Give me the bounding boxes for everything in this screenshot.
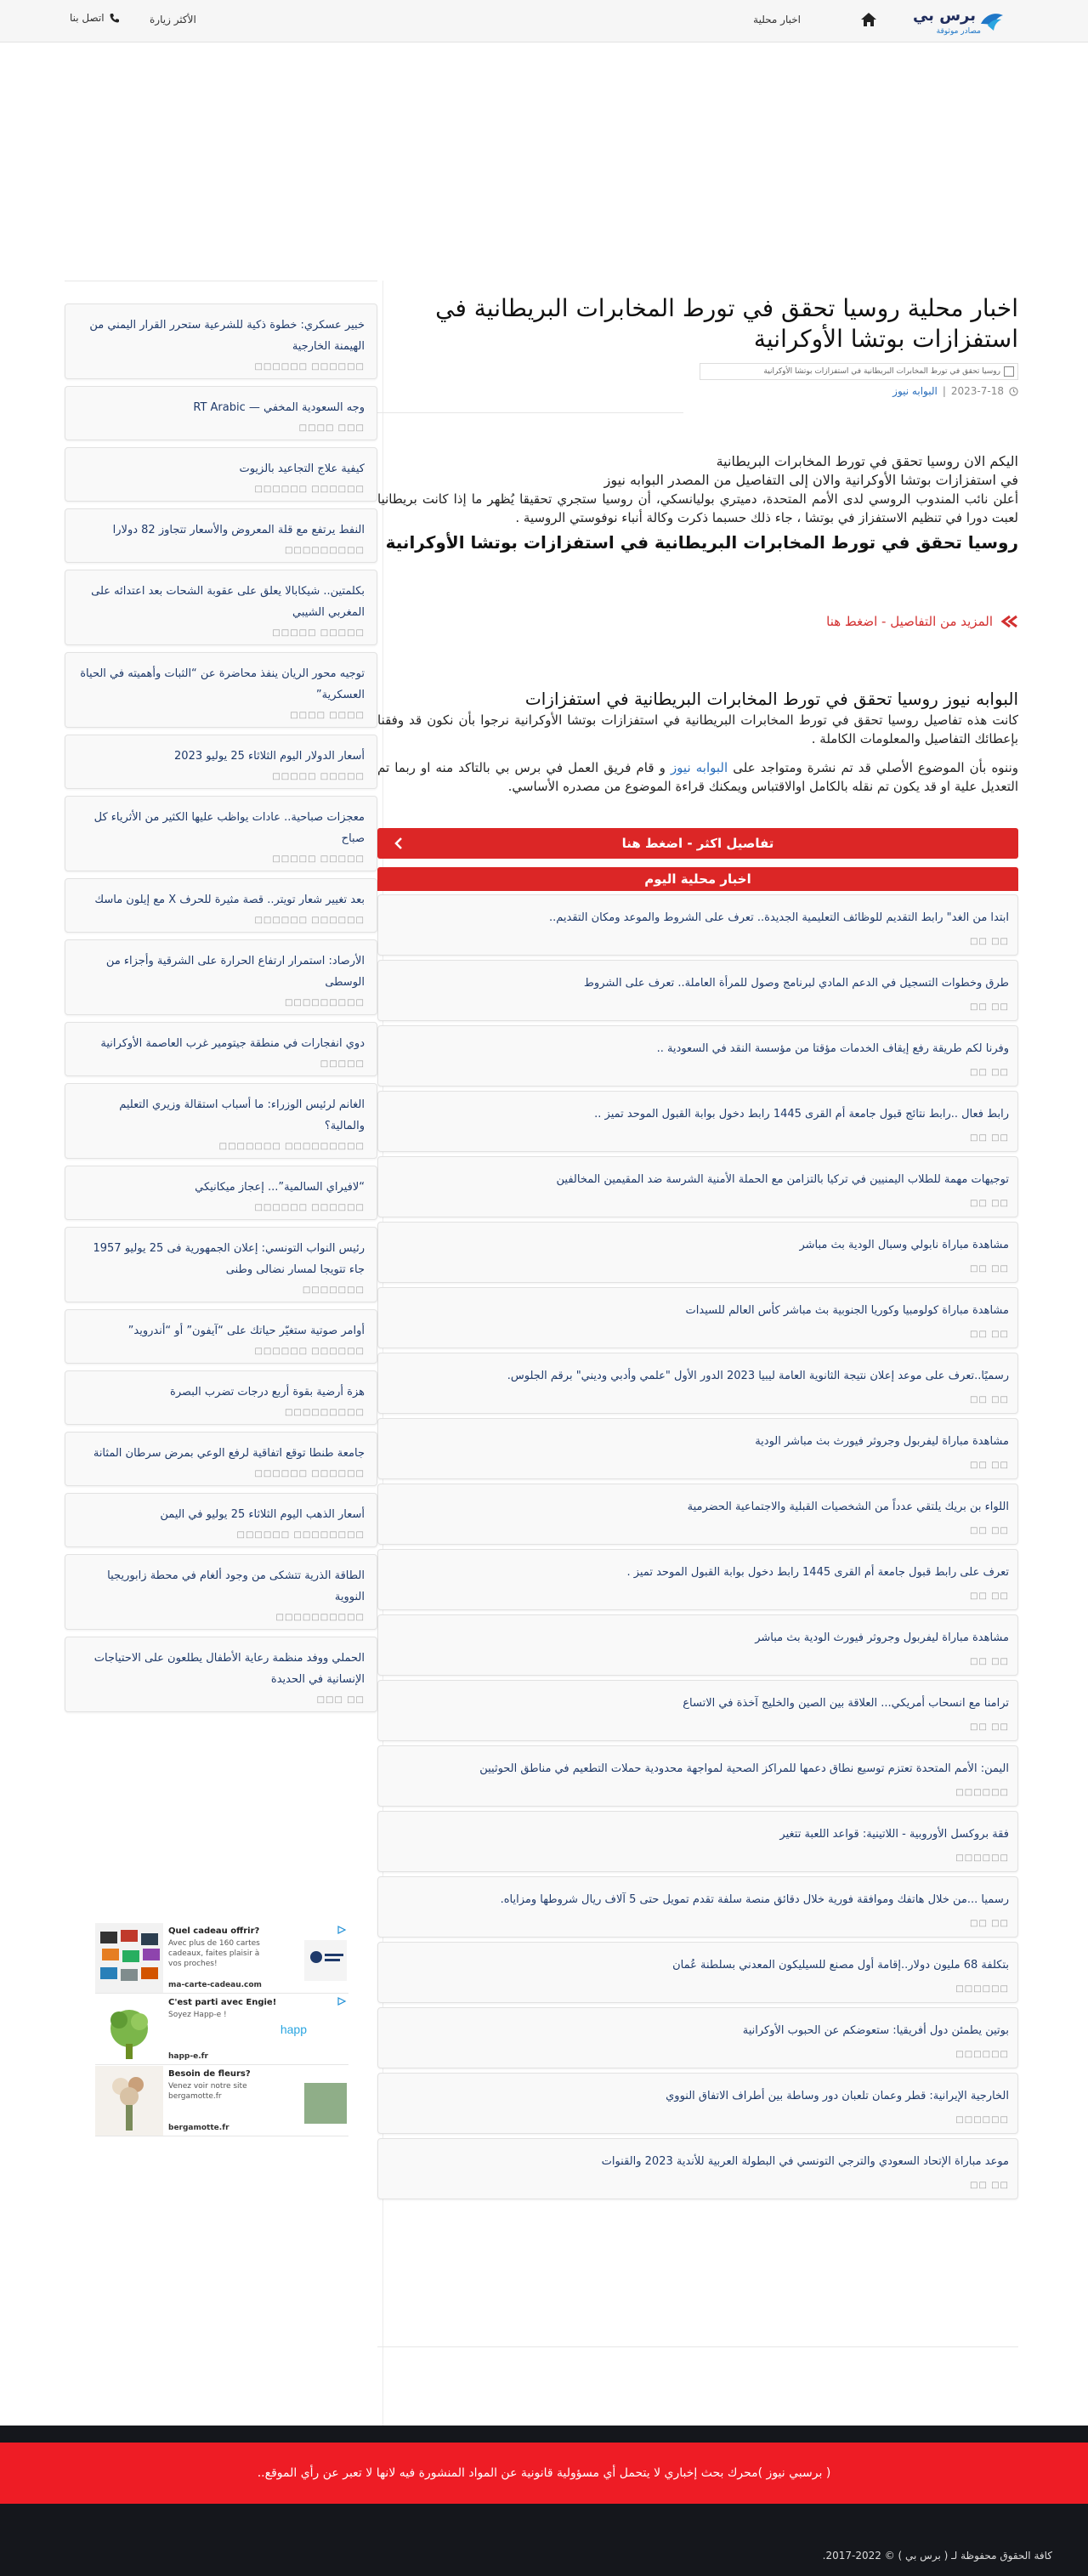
sidebar-news-date: □□□□□□ □□□□□□ — [254, 1469, 365, 1478]
news-title[interactable]: تعرف على رابط قبول جامعة أم القرى 1445 رابط دخول بوابة القبول الموحد تميز . — [626, 1566, 1009, 1579]
sidebar-news-title[interactable]: توجيه محور الريان ينفذ محاضرة عن “الثبات وأهميته في الحياة العسكرية” — [80, 667, 365, 701]
sidebar-news-item[interactable] — [65, 652, 377, 728]
brand-name: برس بي — [912, 7, 976, 25]
copyright: كافة الحقوق محفوظة لـ ( برس بي ) © 2022-2017. — [822, 2550, 1052, 2562]
news-date: □□ □□ — [970, 1002, 1009, 1012]
ad-card[interactable] — [95, 1994, 348, 2065]
today-news-item[interactable] — [377, 2073, 1018, 2134]
nav-most-visited[interactable]: الأكثر زيارة — [150, 14, 196, 26]
nav-contact[interactable] — [70, 12, 120, 24]
more-details-link[interactable] — [377, 614, 1018, 629]
article-body-1: أعلن نائب المندوب الروسي لدى الأمم المتحدة، دميتري بوليانسكي، أن روسيا ستجري تحقيقا يُظهر ما إذا كانت بريطانيا لعبت دورا في تنظيم الاستفزاز في بوتشا ، جاء ذلك حسبما ذكرت وكالة أنباء نوفوستي الروسية . — [377, 491, 1018, 525]
sidebar-news-date: □□□□□□□□□ — [284, 1408, 365, 1417]
today-news-item[interactable] — [377, 894, 1018, 956]
sidebar-news-date: □□□□□□ □□□□□□ — [254, 1347, 365, 1356]
news-date: □□ □□ — [970, 1592, 1009, 1601]
news-title[interactable]: الخارجية الإيرانية: قطر وعمان تلعبان دور وساطة بين أطراف الاتفاق النووي — [666, 2090, 1009, 2102]
sidebar-news-date: □□□□□□ □□□□□□ — [254, 485, 365, 494]
sidebar-news-title[interactable]: وجه السعودية المخفي — RT Arabic — [193, 401, 365, 414]
ad-logo — [304, 2083, 347, 2124]
ad-domain: bergamotte.fr — [168, 2124, 230, 2132]
article-source-link[interactable]: البوابه نيوز — [892, 385, 938, 397]
sidebar-news-item[interactable] — [65, 939, 377, 1015]
ad-logo — [304, 1940, 347, 1981]
ad-plant-image — [95, 1994, 163, 2064]
top-navbar — [0, 0, 1088, 43]
sidebar-news-item[interactable] — [65, 1227, 377, 1302]
article-headline: اخبار محلية روسيا تحقق في تورط المخابرات البريطانية في استفزازات بوتشا الأوكرانية — [435, 294, 1018, 353]
contact-label: اتصل بنا — [70, 12, 105, 24]
sidebar-news-date: □□□□□□ □□□□□□ — [254, 362, 365, 372]
ad-desc: Soyez Happ-e ! — [168, 2011, 227, 2019]
home-icon[interactable] — [860, 11, 877, 28]
news-title[interactable]: ابتدا من الغد" رابط التقديم للوظائف التعليمية الجديدة.. تعرف على الشروط والموعد ومكان التقديم.. — [549, 911, 1009, 924]
broken-image-icon — [1004, 366, 1014, 377]
news-date: □□ □□ — [970, 1264, 1009, 1274]
article-meta: 2023-7-18 | البوابه نيوز — [377, 385, 1018, 397]
ad-card[interactable] — [95, 2066, 348, 2136]
news-date: □□ □□ — [970, 1395, 1009, 1404]
today-news-item[interactable] — [377, 1091, 1018, 1152]
ad-flowers-image — [95, 2066, 163, 2136]
today-news-item[interactable] — [377, 1680, 1018, 1741]
ad-info-icon[interactable] — [337, 1996, 347, 2006]
sidebar-news-date: □□□□□□□ — [302, 1285, 365, 1295]
sidebar-news-title[interactable]: خبير عسكري: خطوة ذكية للشرعية ستحرر القرار اليمني من الهيمنة الخارجية — [89, 319, 365, 353]
today-news-header: اخبار محلية اليوم — [377, 867, 1018, 891]
sidebar-news-date: □□□□ □□□□ — [290, 711, 365, 720]
today-news-item[interactable] — [377, 1222, 1018, 1283]
sidebar-news-title[interactable]: بكلمتين.. شيكابالا يعلق على عقوبة الشحات بعد اعتدائه على المغربي الشيبي — [91, 585, 365, 619]
news-date: □□ □□ — [970, 2181, 1009, 2190]
sidebar-news-title[interactable]: النفط يرتفع مع قلة المعروض والأسعار تتجاوز 82 دولارا — [112, 524, 365, 536]
news-title[interactable]: بوتين يطمئن دول أفريقيا: ستعوضكم عن الحبوب الأوكرانية — [742, 2024, 1009, 2037]
sidebar-news-item[interactable] — [65, 447, 377, 502]
sidebar-news-date: □□□□□□□□□ □□□□□□□ — [218, 1142, 365, 1151]
ad-logo — [280, 2011, 347, 2052]
article-lead — [377, 452, 1018, 490]
sidebar-news-title[interactable]: أسعار الذهب اليوم الثلاثاء 25 يوليو في اليمن — [160, 1508, 365, 1521]
news-date: □□□□□□ — [955, 1788, 1009, 1797]
details-button[interactable] — [377, 828, 1018, 859]
article-body-3: وننوه بأن الموضوع الأصلي قد تم نشرة ومتواجد على البوابه نيوز و قام فريق العمل في برس بي بالتاكد منه او ربما تم التعديل علية او قد يكون تم نقله بالكامل اوالاقتباس ويمكنك قراءة الموضوع من مصدره الأساسي. — [377, 760, 1018, 794]
details-button-label: تفاصيل اكثر - اضغط هنا — [621, 836, 774, 851]
sidebar-news-item[interactable] — [65, 1370, 377, 1425]
nav-local-news[interactable]: اخبار محلية — [753, 14, 801, 26]
today-news-list — [377, 894, 1018, 2199]
brand-tagline: مصادر موثوقة — [936, 27, 981, 36]
news-date: □□ □□ — [970, 1330, 1009, 1339]
news-date: □□□□□□ — [955, 1853, 1009, 1863]
sidebar-news-date: □□□□□□ □□□□□□ — [254, 1203, 365, 1212]
sidebar-news-item[interactable] — [65, 878, 377, 933]
sidebar-news-item[interactable] — [65, 735, 377, 789]
ad-desc: Venez voir notre site bergamotte.fr — [168, 2082, 247, 2101]
sidebar-news-item[interactable] — [65, 570, 377, 645]
article-image — [700, 363, 1018, 380]
footer-bottom-bar — [0, 2504, 1088, 2576]
sidebar-news-title[interactable]: بعد تغيير شعار تويتر.. قصة مثيرة للحرف X مع إيلون ماسك — [94, 894, 365, 906]
sidebar-news-title[interactable]: الغانم لرئيس الوزراء: ما أسباب استقالة وزيري التعليم والمالية؟ — [119, 1098, 365, 1132]
today-news-item[interactable] — [377, 2138, 1018, 2199]
sidebar-news-date: □□□□□□ □□□□□□ — [254, 916, 365, 925]
ad-domain: ma-carte-cadeau.com — [168, 1981, 262, 1989]
meta-divider — [377, 412, 683, 413]
sidebar-news-item[interactable] — [65, 508, 377, 563]
sidebar-news-date: □□□□□ □□□□□ — [272, 628, 365, 638]
news-date: □□ □□ — [970, 1722, 1009, 1732]
lead-line-1: اليكم الان روسيا تحقق في تورط المخابرات البريطانية — [716, 453, 1018, 469]
news-title[interactable]: رسميا ...من خلال هاتفك وموافقة فورية خلال دقائق منصة سلفة تقدم تمويل حتى 5 آلاف ريال شروطها ومزاياه. — [500, 1893, 1009, 1906]
sidebar-news-title[interactable]: جامعة طنطا توقع اتفاقية لرفع الوعي بمرض سرطان المثانة — [93, 1447, 365, 1460]
news-title[interactable]: موعد مباراة الإتحاد السعودي والترجي التونسي في البطولة العربية للأندية 2023 والقنوات — [601, 2155, 1009, 2168]
sidebar-news-date: □□□□□ □□□□□ — [272, 772, 365, 781]
news-date: □□ □□ — [970, 1919, 1009, 1928]
today-news-item[interactable] — [377, 1614, 1018, 1676]
ad-gift-cards-image — [95, 1923, 163, 1993]
today-news-item[interactable] — [377, 1484, 1018, 1545]
sidebar-news-item[interactable] — [65, 1432, 377, 1486]
sidebar-news-item[interactable] — [65, 1554, 377, 1630]
news-title[interactable]: طرق وخطوات التسجيل في الدعم المادي لبرنامج وصول للمرأة العاملة.. تعرف على الشروط — [583, 977, 1009, 990]
news-date: □□ □□ — [970, 1657, 1009, 1666]
sidebar-news-item[interactable] — [65, 1166, 377, 1220]
article-subheading: روسيا تحقق في تورط المخابرات البريطانية في استفزازات بوتشا الأوكرانية — [385, 532, 1018, 553]
news-title[interactable]: بتكلفة 68 مليون دولار..إقامة أول مصنع للسيليكون المعدني بسلطنة عُمان — [672, 1959, 1009, 1972]
sidebar-news-title[interactable]: “لافيراي السالمية”... إعجاز ميكانيكي — [195, 1181, 365, 1194]
sidebar-news-date: □□□□□ □□□□□ — [272, 854, 365, 864]
sidebar-news-item[interactable] — [65, 1637, 377, 1712]
news-title[interactable]: مشاهدة مباراة كولومبيا وكوريا الجنوبية بث مباشر كأس العالم للسيدات — [685, 1304, 1009, 1317]
svg-text:happ: happ — [280, 2023, 307, 2036]
news-title[interactable]: مشاهدة مباراة ليفربول وجروثر فيورث الودية بث مباشر — [755, 1631, 1009, 1644]
ad-title: Quel cadeau offrir? — [168, 1926, 260, 1936]
sidebar — [65, 281, 377, 1719]
ad-domain: happ-e.fr — [168, 2052, 208, 2061]
today-news-item[interactable] — [377, 1876, 1018, 1938]
ad-title: C'est parti avec Engie! — [168, 1998, 277, 2007]
today-news-item[interactable] — [377, 1025, 1018, 1087]
sidebar-news-item[interactable] — [65, 386, 377, 440]
double-chevron-icon — [1000, 615, 1018, 628]
news-date: □□□□□□ — [955, 1984, 1009, 1994]
news-title[interactable]: مشاهدة مباراة نابولي وسبال الودية بث مباشر — [799, 1239, 1009, 1251]
news-title[interactable]: توجيهات مهمة للطلاب اليمنيين في تركيا بالتزامن مع الحملة الأمنية الشرسة ضد المقيمين المخالفين — [556, 1173, 1009, 1186]
sidebar-news-date: □□ □□□ — [316, 1695, 365, 1705]
today-news-item[interactable] — [377, 1811, 1018, 1872]
clock-icon — [1009, 387, 1018, 396]
news-date: □□□□□□ — [955, 2050, 1009, 2059]
today-news-item[interactable] — [377, 1156, 1018, 1217]
sidebar-news-date: □□□□□□□□□□ — [275, 1613, 365, 1622]
chevron-left-icon — [393, 837, 405, 850]
sidebar-news-item[interactable] — [65, 1493, 377, 1547]
today-news-item[interactable] — [377, 1287, 1018, 1348]
news-date: □□ □□ — [970, 1526, 1009, 1535]
news-title[interactable]: رسميًا..تعرف على موعد إعلان نتيجة الثانوية العامة ليبيا 2023 الدور الأول "علمي وأدبي وديني" برقم الجلوس. — [507, 1370, 1009, 1382]
news-title[interactable]: فقة بروكسل الأوروبية - اللاتينية: قواعد اللعبة تتغير — [779, 1828, 1009, 1841]
news-date: □□ □□ — [970, 1199, 1009, 1208]
more-details-label: المزيد من التفاصيل - اضغط هنا — [826, 614, 993, 629]
today-news-item[interactable] — [377, 1942, 1018, 2003]
sidebar-news-item[interactable] — [65, 796, 377, 871]
today-news-item[interactable] — [377, 960, 1018, 1021]
sidebar-news-title[interactable]: الطاقة الذرية تتشكى من وجود ألغام في محطة زابوريجيا النووية — [107, 1569, 365, 1603]
article-body-2: كانت هذه تفاصيل روسيا تحقق في تورط المخابرات البريطانية في استفزازات بوتشا الأوكرانية نرجوا بأن نكون قد وفقنا بإعطائك التفاصيل والمعلومات الكاملة . — [377, 712, 1018, 746]
phone-icon — [110, 13, 120, 23]
article-bottom-divider — [377, 2346, 1018, 2347]
sidebar-news-item[interactable] — [65, 1309, 377, 1364]
sidebar-news-title[interactable]: الحملي ووفد منظمة رعاية الأطفال يطلعون على الاحتياجات الإنسانية في الحديدة — [94, 1652, 365, 1686]
sidebar-news-date: □□□ □□□□ — [298, 423, 365, 433]
source-inline-link[interactable]: البوابه نيوز — [670, 760, 728, 775]
sidebar-news-title[interactable]: رئيس النواب التونسي: إعلان الجمهورية فى 25 يوليو 1957 جاء تتويجا لمسار نضالى وطنى — [93, 1242, 365, 1276]
news-title[interactable]: اللواء بن بريك يلتقي عدداً من الشخصيات القبلية والاجتماعية الحضرمية — [687, 1501, 1009, 1513]
news-date: □□ □□ — [970, 937, 1009, 946]
sidebar-news-item[interactable] — [65, 304, 377, 379]
sidebar-news-date: □□□□□□□□ □□□□□□ — [236, 1530, 365, 1540]
sidebar-news-title[interactable]: أوامر صوتية ستغيّر حياتك على “آيفون” أو “أندرويد” — [128, 1325, 365, 1337]
news-title[interactable]: رابط فعال ..رابط نتائج قبول جامعة أم القرى 1445 رابط دخول بوابة القبول الموحد تميز .. — [594, 1108, 1009, 1121]
today-news-item[interactable] — [377, 1549, 1018, 1610]
ad-info-icon[interactable] — [337, 1925, 347, 1935]
ad-title: Besoin de fleurs? — [168, 2069, 251, 2079]
bird-logo-icon — [979, 9, 1005, 34]
footer-top-bar — [0, 2426, 1088, 2443]
news-title[interactable]: ترامنا مع انسحاب أمريكي... العلاقة بين الصين والخليج آخذة في الاتساع — [683, 1697, 1009, 1710]
news-date: □□□□□□ — [955, 2115, 1009, 2125]
lead-line-2: في استفزازات بوتشا الأوكرانية والان إلى التفاصيل من المصدر البوابه نيوز — [604, 472, 1018, 488]
news-title[interactable]: وفرنا لكم طريقة رفع إيقاف الخدمات مؤقتا من مؤسسة النقد في السعودية .. — [656, 1042, 1009, 1055]
sidebar-news-title[interactable]: كيفية علاج التجاعيد بالزيوت — [239, 462, 365, 475]
sidebar-news-title[interactable]: هزة أرضية بقوة أربع درجات تضرب البصرة — [170, 1386, 365, 1399]
today-news-item[interactable] — [377, 1353, 1018, 1414]
news-date: □□ □□ — [970, 1133, 1009, 1143]
sidebar-news-title[interactable]: معجزات صباحية.. عادات يواظب عليها الكثير من الأثرياء كل صباح — [94, 811, 365, 845]
footer-disclaimer: ( برسبي نيوز )محرك بحث إخباري لا يتحمل أي مسؤولية قانونية عن المواد المنشورة فيه لانها لا تعبر عن رأي الموقع.. — [0, 2443, 1088, 2504]
sidebar-news-title[interactable]: أسعار الدولار اليوم الثلاثاء 25 يوليو 2023 — [174, 750, 365, 763]
section-heading: البوابه نيوز روسيا تحقق في تورط المخابرات البريطانية في استفزازات — [524, 689, 1018, 709]
today-news-item[interactable] — [377, 2007, 1018, 2068]
sidebar-news-item[interactable] — [65, 1083, 377, 1159]
news-date: □□ □□ — [970, 1461, 1009, 1470]
ad-desc: Avec plus de 160 cartes cadeaux, faites plaisir à vos proches! — [168, 1939, 260, 1968]
article — [377, 293, 1018, 2204]
article-date: 2023-7-18 — [950, 385, 1004, 397]
news-title[interactable]: مشاهدة مباراة ليفربول وجروثر فيورث بث مباشر الودية — [755, 1435, 1009, 1448]
news-title[interactable]: اليمن: الأمم المتحدة تعتزم توسيع نطاق دعمها للمراكز الصحية لمواجهة محدودية حملات التطعيم في مناطق الحوثيين — [479, 1762, 1009, 1775]
sidebar-news-list — [65, 304, 377, 1712]
sidebar-news-date: □□□□□□□□□ — [284, 998, 365, 1007]
sidebar-news-date: □□□□□□□□□ — [284, 546, 365, 555]
article-image-alt: روسيا تحقق في تورط المخابرات البريطانية في استفزازات بوتشا الأوكرانية — [763, 367, 1000, 376]
sidebar-news-date: □□□□□ — [320, 1059, 365, 1069]
today-news-item[interactable] — [377, 1745, 1018, 1807]
sidebar-news-title[interactable]: دوي انفجارات في منطقة جيتومير غرب العاصمة الأوكرانية — [100, 1037, 365, 1050]
news-date: □□ □□ — [970, 1068, 1009, 1077]
sidebar-news-item[interactable] — [65, 1022, 377, 1076]
sidebar-news-title[interactable]: الأرصاد: استمرار ارتفاع الحرارة على الشرقية وأجزاء من الوسطى — [105, 955, 365, 989]
today-news-item[interactable] — [377, 1418, 1018, 1479]
site-logo[interactable] — [911, 5, 1005, 39]
ad-card[interactable] — [95, 1923, 348, 1994]
